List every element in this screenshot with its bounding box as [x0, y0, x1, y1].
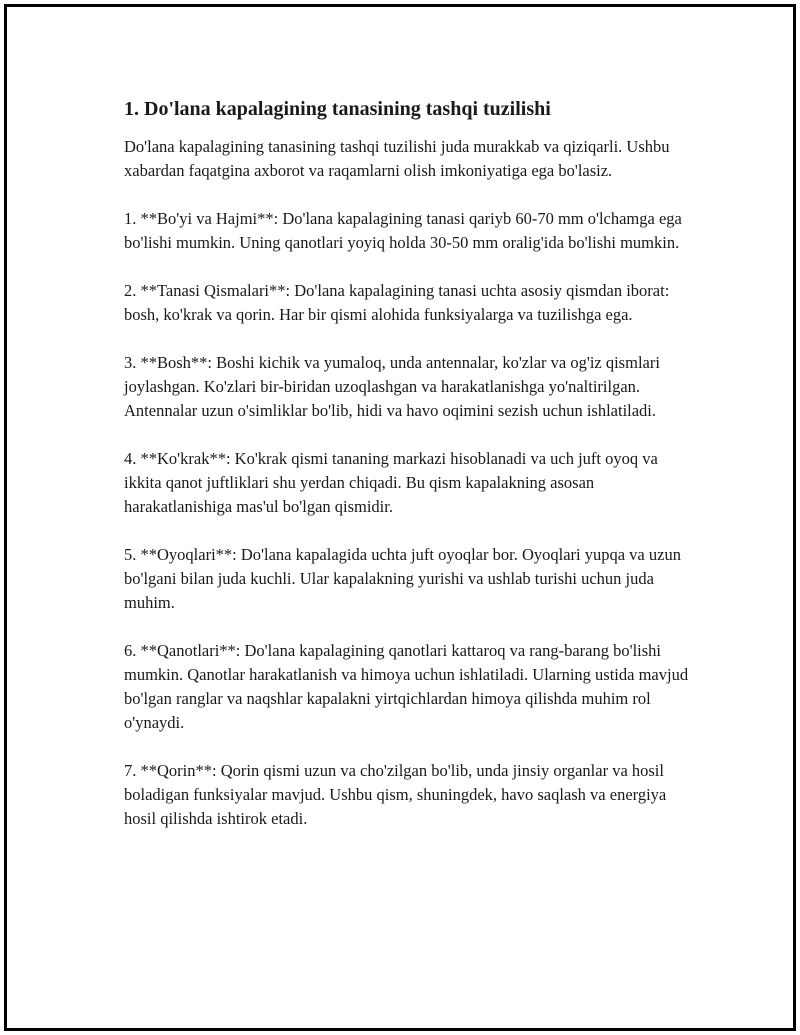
paragraph-abdomen: 7. **Qorin**: Qorin qismi uzun va cho'zilgan bo'lib, unda jinsiy organlar va hosil boladigan funksiyalar mavjud. Ushbu qism, shuningdek, havo saqlash va energiya hosil qilishda ishtirok etadi. — [124, 761, 667, 828]
document-title: 1. Do'lana kapalagining tanasining tashqi tuzilishi — [124, 98, 551, 120]
paragraph-body-parts: 2. **Tanasi Qismalari**: Do'lana kapalagining tanasi uchta asosiy qismdan iborat: bosh, ko'krak va qorin. Har bir qismi alohida funksiyalarga va tuzilishga ega. — [124, 281, 670, 324]
page-frame — [4, 4, 796, 1031]
paragraph-thorax: 4. **Ko'krak**: Ko'krak qismi tananing markazi hisoblanadi va uch juft oyoq va ikkita qanot juftliklari shu yerdan chiqadi. Bu qism kapalakning asosan harakatlanishiga mas'ul bo'lgan qismidir. — [124, 449, 658, 516]
document-body — [124, 95, 694, 855]
paragraph-wings: 6. **Qanotlari**: Do'lana kapalagining qanotlari kattaroq va rang-barang bo'lishi mumkin. Qanotlar harakatlanish va himoya uchun ishlatiladi. Ularning ustida mavjud bo'lgan ranglar va naqshlar kapalakni yirtqichlardan himoya qilishda muhim rol o'ynaydi. — [124, 641, 689, 732]
paragraph-head: 3. **Bosh**: Boshi kichik va yumaloq, unda antennalar, ko'zlar va og'iz qismlari joylashgan. Ko'zlari bir-biridan uzoqlashgan va harakatlanishga yo'naltirilgan. Antennalar uzun o'simliklar bo'lib, hidi va havo oqimini sezish uchun ishlatiladi. — [124, 353, 660, 420]
paragraph-height-size: 1. **Bo'yi va Hajmi**: Do'lana kapalagining tanasi qariyb 60-70 mm o'lchamga ega bo'lishi mumkin. Uning qanotlari yoyiq holda 30-50 mm oralig'ida bo'lishi mumkin. — [124, 209, 682, 252]
intro-paragraph: Do'lana kapalagining tanasining tashqi tuzilishi juda murakkab va qiziqarli. Ushbu xabardan faqatgina axborot va raqamlarni olish imkoniyatiga ega bo'lasiz. — [124, 137, 670, 180]
paragraph-legs: 5. **Oyoqlari**: Do'lana kapalagida uchta juft oyoqlar bor. Oyoqlari yupqa va uzun bo'lgani bilan juda kuchli. Ular kapalakning yurishi va ushlab turishi uchun juda muhim. — [124, 545, 681, 612]
